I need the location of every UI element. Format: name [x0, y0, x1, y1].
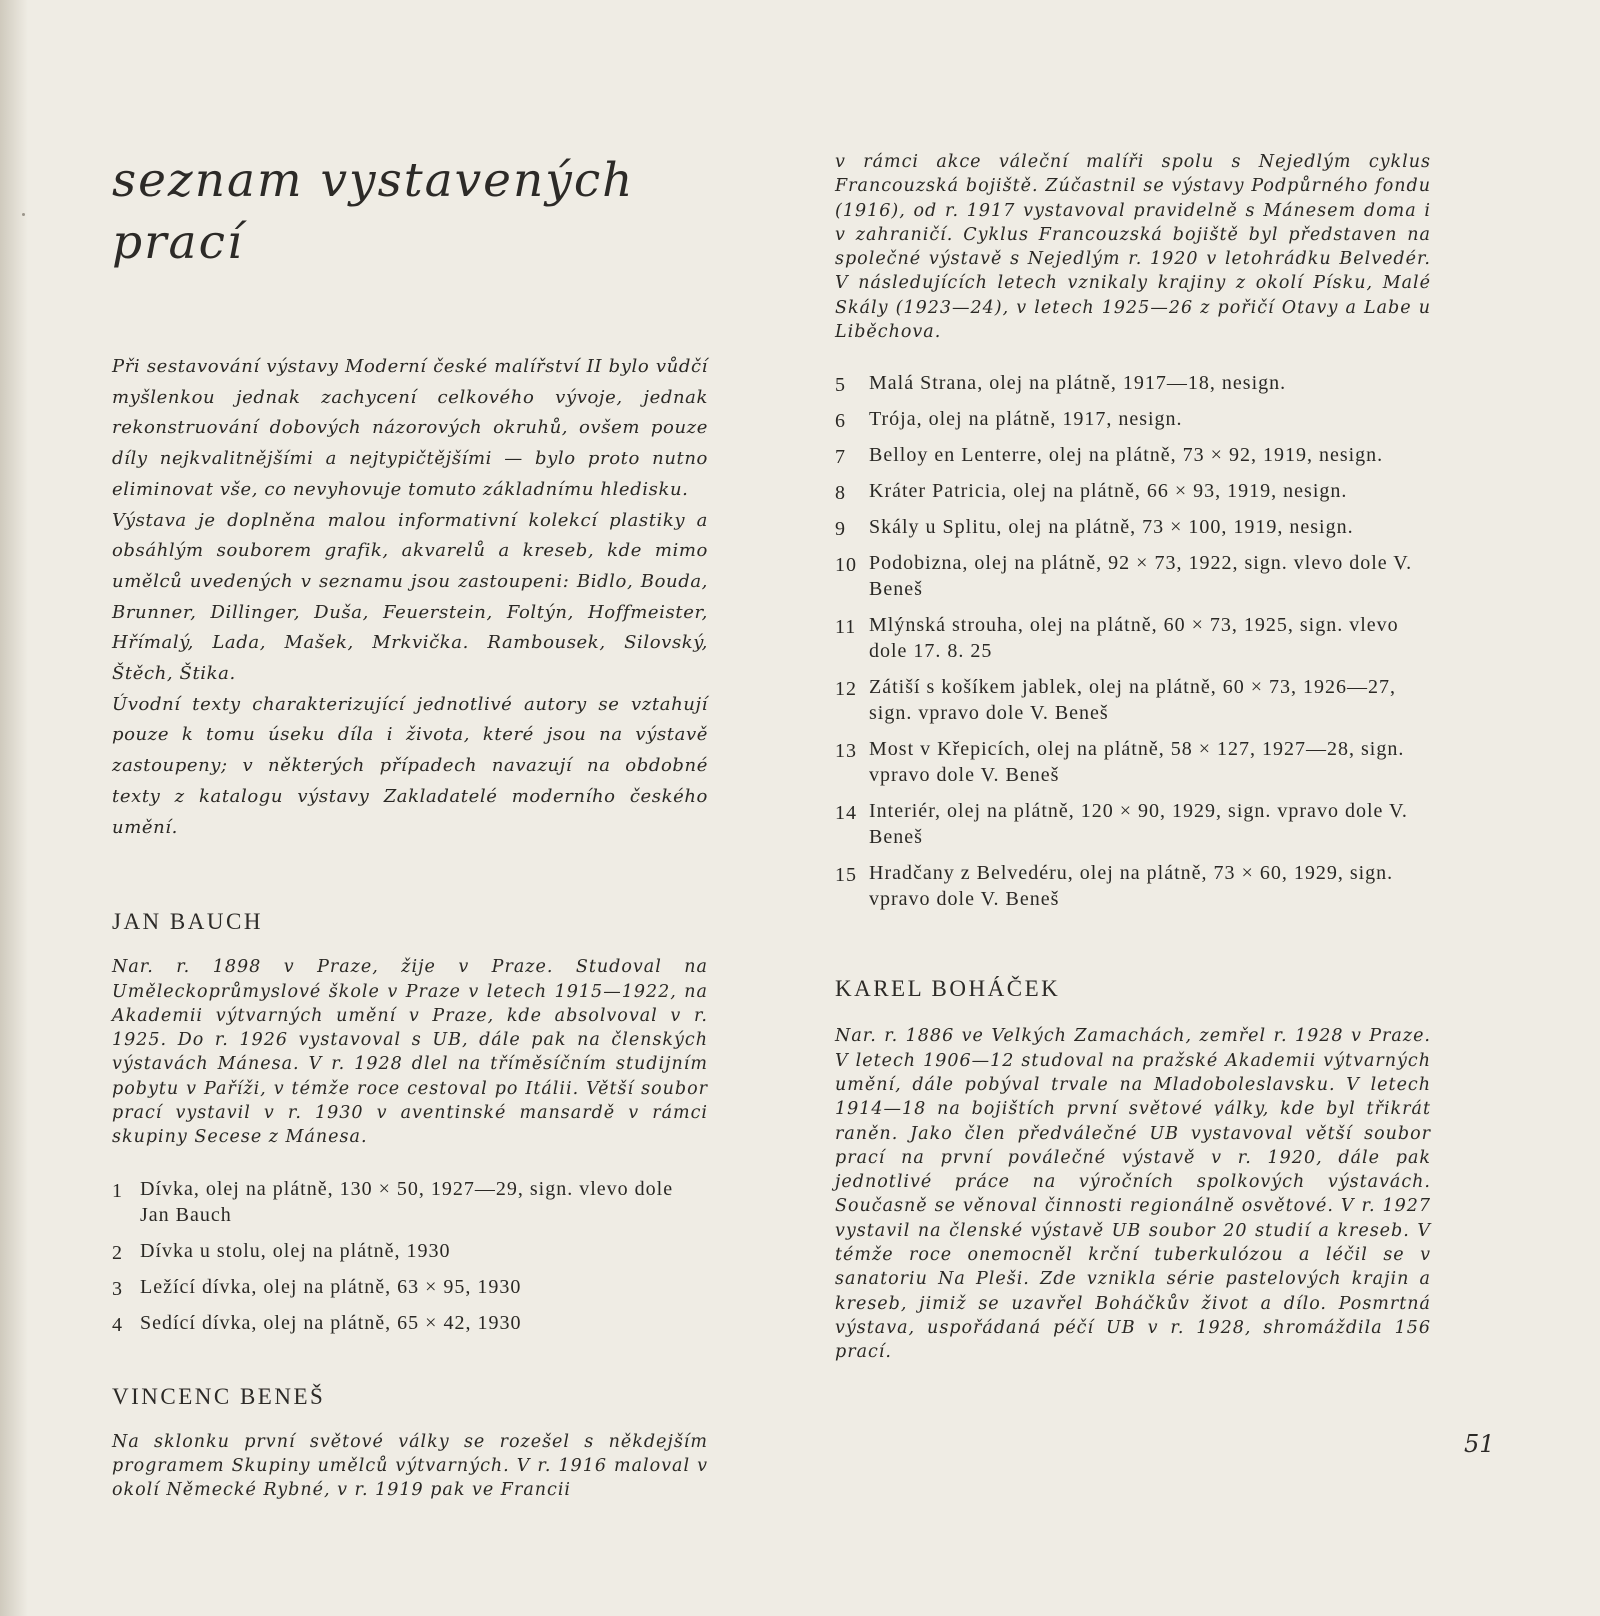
work-number: 11 — [835, 616, 857, 639]
work-item — [835, 798, 1431, 850]
page-edge-shadow — [0, 0, 28, 1616]
work-item — [112, 1274, 708, 1300]
work-item — [835, 442, 1431, 468]
artist-heading-bauch: JAN BAUCH — [112, 909, 263, 935]
artist-bio-bohacek: Nar. r. 1886 ve Velkých Zamachách, zemřel r. 1928 v Praze. V letech 1906—12 studoval na pražské Akademii výtvarných umění, dále pobýval trvale na Mladoboleslavsku. V letech 1914—18 na bojištích první světové války, kde byl třikrát raněn. Jako člen předválečné UB vystavoval větší soubor prací na první poválečné výstavě v r. 1920, dále pak jednotlivé práce na výročních spolkových výstavách. Současně se věnoval činnosti regionálně osvětové. V r. 1927 vystavil na členské výstavě UB soubor 20 studií a kreseb. V témže roce onemocněl krční tuberkulózou a léčil se v sanatoriu Na Pleši. Zde vznikla série pastelových krajin a kreseb, jimiž se uzavřel Boháčkův život a dílo. Posmrtná výstava, uspořádaná péčí UB v r. 1928, shromáždila 156 prací. — [835, 1026, 1431, 1363]
work-number: 2 — [112, 1241, 123, 1264]
artist-bio-bauch: Nar. r. 1898 v Praze, žije v Praze. Studoval na Uměleckoprůmyslové škole v Praze v letech 1915—1922, na Akademii výtvarných umění v Praze, kde absolvoval v r. 1925. Do r. 1926 vystavoval s UB, dále pak na členských výstavách Mánesa. V r. 1928 dlel na tříměsíčním studijním pobytu v Paříži, v témže roce cestoval po Itálii. Větší soubor prací vystavil v r. 1930 v aventinské mansardě v rámci skupiny Secese z Mánesa. — [112, 957, 708, 1148]
work-number: 7 — [835, 446, 846, 469]
work-description: Most v Křepicích, olej na plátně, 58 × 127, 1927—28, sign. vpravo dole V. Beneš — [869, 738, 1405, 787]
artist-bio-benes-start: Na sklonku první světové války se rozešel s někdejším programem Skupiny umělců výtvarných. V r. 1916 maloval v okolí Německé Rybné, v r. 1919 pak ve Francii — [112, 1431, 708, 1501]
intro-paragraph: Úvodní texty charakterizující jednotlivé autory se vztahují pouze k tomu úseku díla i života, které jsou na výstavě zastoupeny; v některých případech navazují na obdobné texty z katalogu výstavy Zakladatelé moderního českého umění. — [112, 693, 708, 838]
work-item — [835, 514, 1431, 540]
work-description: Ležící dívka, olej na plátně, 63 × 95, 1930 — [140, 1275, 522, 1298]
work-item — [835, 550, 1431, 602]
page-title: seznam vystavených prací — [112, 153, 635, 270]
artist-bio-benes-continued: v rámci akce váleční malíři spolu s Nejedlým cyklus Francouzská bojiště. Zúčastnil se výstavy Podpůrného fondu (1916), od r. 1917 vystavoval pravidelně s Mánesem doma i v zahraničí. Cyklus Francouzská bojiště byl představen na společné výstavě s Nejedlým r. 1920 v letohrádku Belvedér. V následujících letech vznikaly krajiny z okolí Písku, Malé Skály (1923—24), v letech 1925—26 z pořičí Otavy a Labe u Liběchova. — [835, 152, 1431, 343]
work-description: Dívka u stolu, olej na plátně, 1930 — [140, 1239, 451, 1262]
work-item — [835, 736, 1431, 788]
work-number: 5 — [835, 374, 846, 397]
work-item — [112, 1238, 708, 1264]
work-description: Kráter Patricia, olej na plátně, 66 × 93, 1919, nesign. — [869, 480, 1348, 503]
work-number: 12 — [835, 678, 857, 701]
artist-heading-bohacek: KAREL BOHÁČEK — [835, 976, 1061, 1002]
intro-paragraph: Výstava je doplněna malou informativní kolekcí plastiky a obsáhlým souborem grafik, akvarelů a kreseb, kde mimo umělců uvedených v seznamu jsou zastoupeni: Bidlo, Bouda, Brunner, Dillinger, Duša, Feuerstein, Foltýn, Hoffmeister, Hřímalý, Lada, Mašek, Mrkvička. Rambousek, Silovský, Štěch, Štika. — [112, 509, 708, 685]
work-description: Hradčany z Belvedéru, olej na plátně, 73 × 60, 1929, sign. vpravo dole V. Beneš — [869, 862, 1394, 911]
work-description: Dívka, olej na plátně, 130 × 50, 1927—29, sign. vlevo dole Jan Bauch — [140, 1177, 674, 1226]
work-number: 8 — [835, 482, 846, 505]
artist-heading-benes: VINCENC BENEŠ — [112, 1383, 326, 1409]
work-number: 6 — [835, 410, 846, 433]
work-item — [112, 1310, 708, 1336]
work-item — [112, 1176, 708, 1228]
work-description: Belloy en Lenterre, olej na plátně, 73 × 92, 1919, nesign. — [869, 444, 1384, 467]
work-number: 9 — [835, 518, 846, 541]
work-description: Trója, olej na plátně, 1917, nesign. — [869, 408, 1183, 431]
right-column — [835, 150, 1431, 1365]
work-description: Malá Strana, olej na plátně, 1917—18, nesign. — [869, 372, 1287, 395]
work-number: 13 — [835, 740, 857, 763]
works-list-bauch — [112, 1176, 708, 1336]
intro-paragraph: Při sestavování výstavy Moderní české malířství II bylo vůdčí myšlenkou jednak zachycení celkového vývoje, jednak rekonstruování dobových názorových okruhů, ovšem pouze díly nejkvalitnějšími a nejtypičtějšími — bylo proto nutno eliminovat vše, co nevyhovuje tomuto základnímu hledisku. — [112, 356, 708, 500]
work-description: Podobizna, olej na plátně, 92 × 73, 1922, sign. vlevo dole V. Beneš — [869, 552, 1413, 601]
work-number: 1 — [112, 1179, 123, 1202]
work-description: Interiér, olej na plátně, 120 × 90, 1929, sign. vpravo dole V. Beneš — [869, 800, 1408, 849]
intro-text — [112, 352, 708, 843]
work-description: Sedící dívka, olej na plátně, 65 × 42, 1930 — [140, 1311, 522, 1334]
work-description: Skály u Splitu, olej na plátně, 73 × 100, 1919, nesign. — [869, 516, 1354, 539]
work-number: 10 — [835, 554, 857, 577]
work-number: 4 — [112, 1313, 123, 1336]
work-description: Mlýnská strouha, olej na plátně, 60 × 73, 1925, sign. vlevo dole 17. 8. 25 — [869, 614, 1399, 663]
work-item — [835, 860, 1431, 912]
works-list-benes — [835, 370, 1431, 912]
paper-speck — [22, 213, 25, 216]
page-number: 51 — [1464, 1430, 1495, 1458]
work-item — [835, 478, 1431, 504]
work-description: Zátiší s košíkem jablek, olej na plátně, 60 × 73, 1926—27, sign. vpravo dole V. Beneš — [869, 676, 1396, 725]
work-number: 15 — [835, 864, 857, 887]
left-column — [112, 150, 708, 1503]
work-item — [835, 406, 1431, 432]
work-item — [835, 674, 1431, 726]
work-number: 14 — [835, 802, 857, 825]
work-item — [835, 612, 1431, 664]
work-item — [835, 370, 1431, 396]
work-number: 3 — [112, 1277, 123, 1300]
